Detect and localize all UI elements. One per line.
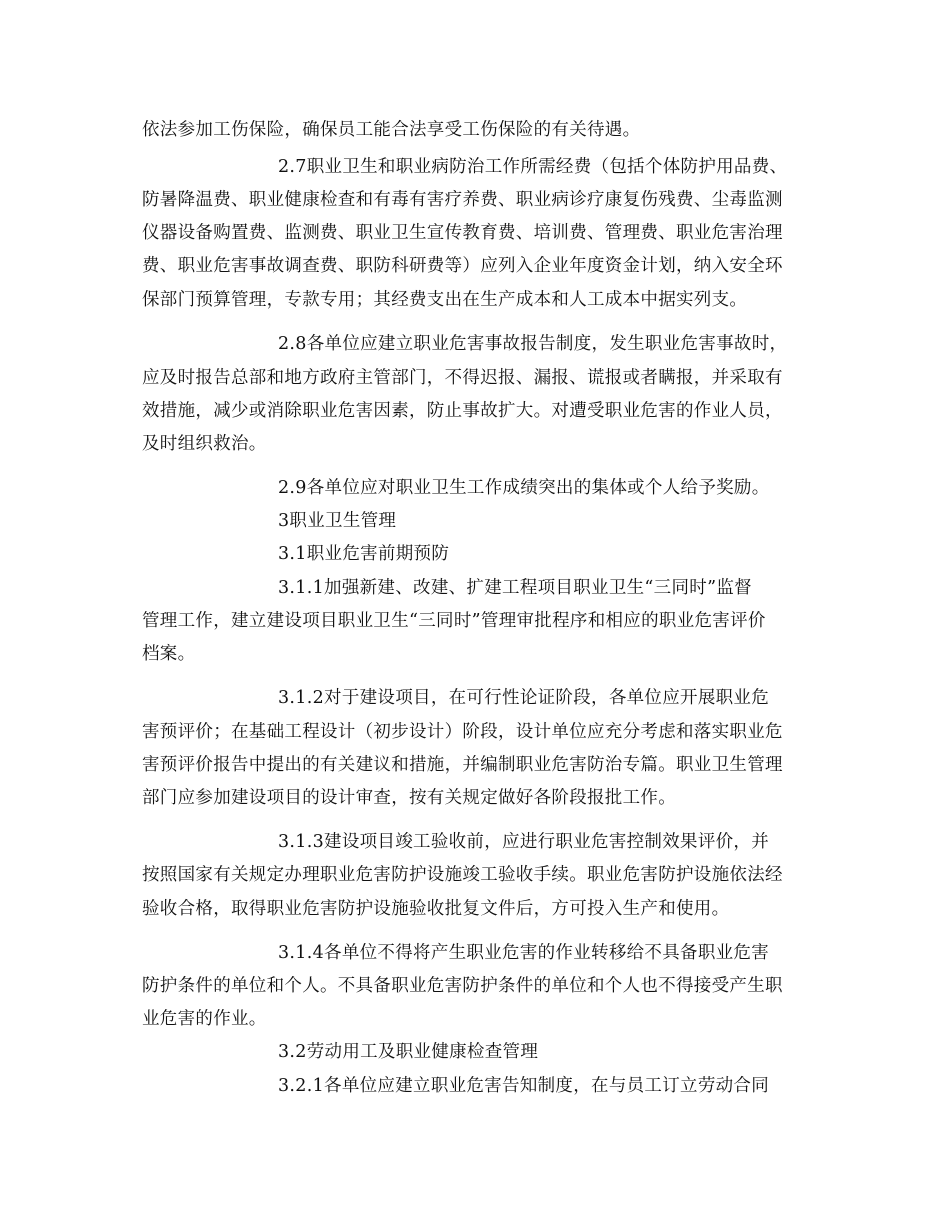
paragraph-heading-line: 3.1.3建设项目竣工验收前，应进行职业危害控制效果评价，并: [278, 832, 770, 852]
subsection-heading: 3.1职业危害前期预防: [278, 544, 450, 564]
text-line: 及时组织救治。: [142, 434, 267, 454]
text-line: 仪器设备购置费、监测费、职业卫生宣传教育费、培训费、管理费、职业危害治理: [142, 223, 783, 243]
text-line: 按照国家有关规定办理职业危害防护设施竣工验收手续。职业危害防护设施依法经: [142, 865, 783, 885]
paragraph-heading-line: 3.1.1加强新建、改建、扩建工程项目职业卫生“三同时”监督: [278, 578, 752, 598]
text-line: 部门应参加建设项目的设计审查，按有关规定做好各阶段报批工作。: [142, 788, 676, 808]
text-line: 害预评价；在基础工程设计（初步设计）阶段，设计单位应充分考虑和落实职业危: [142, 722, 783, 742]
paragraph-heading-line: 2.9各单位应对职业卫生工作成绩突出的集体或个人给予奖励。: [278, 478, 770, 498]
text-line: 验收合格，取得职业危害防护设施验收批复文件后，方可投入生产和使用。: [142, 899, 730, 919]
paragraph-heading-line: 2.7职业卫生和职业病防治工作所需经费（包括个体防护用品费、: [278, 157, 788, 177]
text-line: 档案。: [142, 644, 196, 664]
text-line: 保部门预算管理，专款专用；其经费支出在生产成本和人工成本中据实列支。: [142, 290, 748, 310]
paragraph-heading-line: 2.8各单位应建立职业危害事故报告制度，发生职业危害事故时，: [278, 334, 788, 354]
text-line: 业危害的作业。: [142, 1009, 267, 1029]
text-line: 防护条件的单位和个人。不具备职业危害防护条件的单位和个人也不得接受产生职: [142, 976, 783, 996]
paragraph-heading-line: 3.1.2对于建设项目，在可行性论证阶段，各单位应开展职业危: [278, 688, 770, 708]
paragraph-heading-line: 3.1.4各单位不得将产生职业危害的作业转移给不具备职业危害: [278, 943, 770, 963]
paragraph-heading-line: 3.2.1各单位应建立职业危害告知制度，在与员工订立劳动合同: [278, 1076, 770, 1096]
subsection-heading: 3.2劳动用工及职业健康检查管理: [278, 1042, 539, 1062]
text-line: 依法参加工伤保险，确保员工能合法享受工伤保险的有关待遇。: [142, 120, 641, 140]
section-heading: 3职业卫生管理: [278, 511, 397, 531]
text-line: 应及时报告总部和地方政府主管部门，不得迟报、漏报、谎报或者瞒报，并采取有: [142, 368, 783, 388]
text-line: 防暑降温费、职业健康检查和有毒有害疗养费、职业病诊疗康复伤残费、尘毒监测: [142, 190, 783, 210]
text-line: 害预评价报告中提出的有关建议和措施，并编制职业危害防治专篇。职业卫生管理: [142, 755, 783, 775]
text-line: 费、职业危害事故调查费、职防科研费等）应列入企业年度资金计划，纳入安全环: [142, 256, 783, 276]
text-line: 管理工作，建立建设项目职业卫生“三同时”管理审批程序和相应的职业危害评价: [142, 611, 766, 631]
text-line: 效措施，减少或消除职业危害因素，防止事故扩大。对遭受职业危害的作业人员，: [142, 401, 783, 421]
